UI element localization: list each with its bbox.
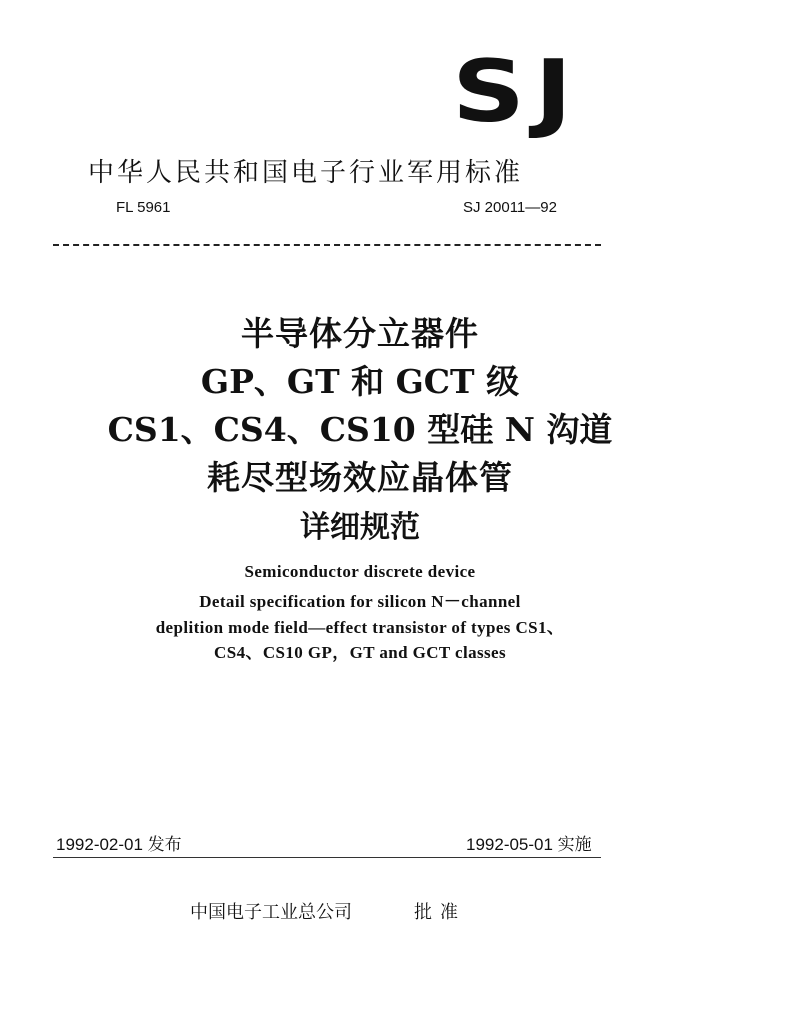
sj-logo: SJ: [452, 42, 582, 142]
title-en-line-3: deplition mode field—effect transistor of types CS1、: [155, 618, 565, 637]
approval-label: 批准: [414, 902, 466, 923]
title-cn-line-1: 半导体分立器件: [241, 314, 479, 353]
issue-date: 1992-02-01 发布: [56, 835, 182, 854]
fl-code: FL 5961: [116, 199, 171, 216]
approving-organization: 中国电子工业总公司: [190, 902, 352, 923]
standard-title: 中华人民共和国电子行业军用标准: [88, 158, 524, 188]
title-cn-line-2: GP、GT 和 GCT 级: [200, 362, 520, 401]
title-en-line-4: CS4、CS10 GP，GT and GCT classes: [214, 643, 506, 662]
title-cn-line-5: 详细规范: [300, 510, 420, 545]
sj-standard-number: SJ 20011—92: [463, 199, 557, 216]
implementation-date: 1992-05-01 实施: [466, 835, 592, 854]
title-en-line-2: Detail specification for silicon N－channel: [199, 592, 521, 611]
title-cn-line-3: CS1、CS4、CS10 型硅 N 沟道: [107, 410, 613, 449]
title-cn-line-4: 耗尽型场效应晶体管: [207, 458, 513, 497]
title-en-line-1: Semiconductor discrete device: [244, 562, 476, 581]
header-divider: [53, 244, 601, 246]
footer-divider: [53, 857, 601, 858]
